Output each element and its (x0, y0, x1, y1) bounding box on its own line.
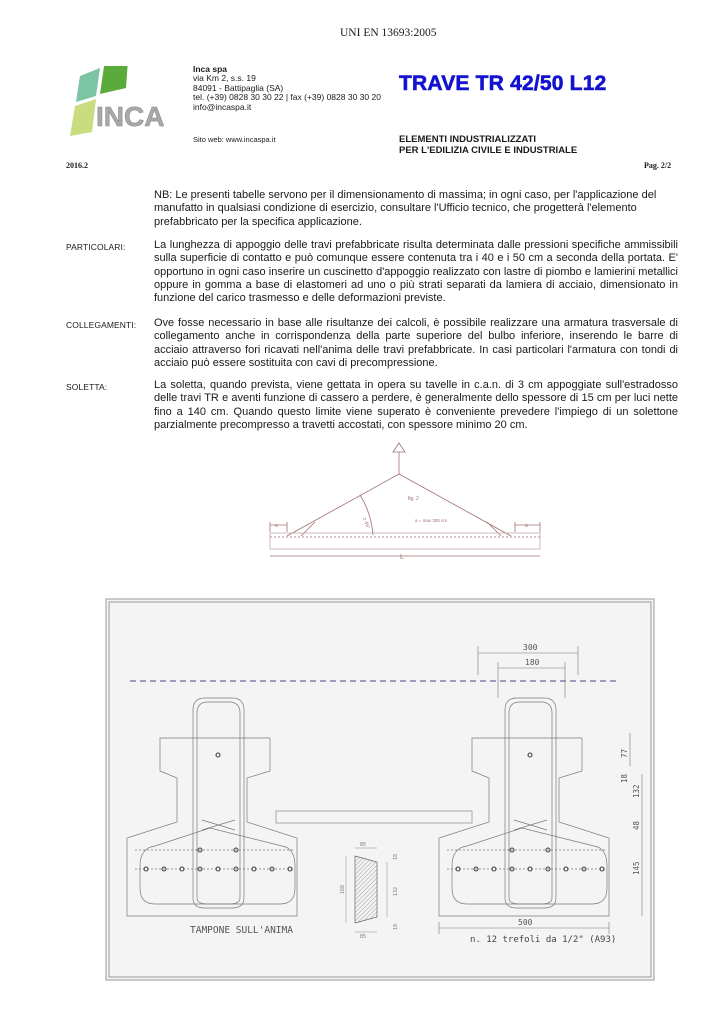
page-number: Pag. 2/2 (644, 161, 672, 170)
end-label-left: a (275, 523, 278, 529)
logo-text: INCA (96, 101, 165, 132)
dim-top-inner: 180 (525, 658, 540, 667)
tampone-dim-right-top: 18 (393, 853, 399, 860)
section-text-particolari: La lunghezza di appoggio delle travi prefabbricate risulta determinata dalle pressioni specifiche ammissibili sulla superficie di contatto e può comunque essere contenuta tra i 40 e i 50 cm a seconda della portata. E' opportuno in ogni caso inserire un cuscinetto d'appoggio realizzato con lastre di piombo e lamierini metallici oppure in gomma a base di elastomeri ad uno o più strati separati da lamiera di acciaio, dimensionato in funzione del carico trasmesso e delle deformazioni previste. (154, 239, 678, 305)
cable-right (399, 474, 511, 536)
tampone-dim-bottom: 85 (360, 934, 367, 940)
company-website[interactable]: Sito web: www.incaspa.it (193, 135, 276, 144)
span-label: L (400, 554, 404, 560)
fig-label: fig. 2 (408, 496, 419, 502)
end-label-right: a (525, 523, 528, 529)
company-email[interactable]: info@incaspa.it (193, 101, 252, 112)
dim-vert-48: 48 (632, 820, 641, 830)
logo-tile-green (100, 66, 128, 94)
edition-number: 2016.2 (66, 161, 88, 170)
section-label-collegamenti: COLLEGAMENTI: (66, 320, 137, 330)
section-label-particolari: PARTICOLARI: (66, 242, 126, 252)
tampone-dim-height: 168 (340, 884, 346, 894)
inca-logo (66, 66, 184, 136)
company-address-2: 84091 - Battipaglia (SA) (193, 82, 284, 93)
beam-elevation (270, 533, 540, 549)
company-address-1: via Km 2, s.s. 19 (193, 73, 256, 84)
section-label-soletta: SOLETTA: (66, 382, 108, 392)
logo-tile-teal (76, 68, 100, 102)
angle-label: ≥ 45° (361, 516, 371, 530)
dim-vert-145: 145 (632, 861, 641, 875)
subtitle-line-1: ELEMENTI INDUSTRIALIZZATI (399, 134, 537, 145)
strands-note: n. 12 trefoli da 1/2" (A93) (470, 935, 617, 945)
dim-vert-132: 132 (632, 784, 641, 798)
dim-vert-77: 77 (620, 748, 629, 758)
dim-vert-18: 18 (620, 773, 629, 783)
cable-left (287, 474, 399, 536)
dim-bottom: 500 (518, 918, 533, 927)
section-text-collegamenti: Ove fosse necessario in base alle risultanze dei calcoli, è possibile realizzare una armatura trasversale di collegamento anche in corrispondenza della parte superiore del bulbo inferiore, inserendo le barre di acciaio attraverso fori ricavati nell'anima delle travi prefabbricate. In casi particolari l'armatura con tondi di acciaio può essere sostituita con cavi di precompressione. (154, 317, 678, 369)
standard-reference: UNI EN 13693:2005 (340, 27, 437, 39)
tampone-dim-right-bottom: 18 (393, 923, 399, 930)
max-distance-note: a = max 300 cm (415, 518, 448, 523)
tampone-dim-right-mid: 132 (393, 886, 399, 896)
dim-top-outer: 300 (523, 643, 538, 652)
logo-tile-lime (70, 99, 96, 136)
company-info (193, 65, 381, 112)
tampone-label: TAMPONE SULL'ANIMA (190, 925, 293, 936)
company-name: Inca spa (193, 64, 228, 74)
nb-note: NB: Le presenti tabelle servono per il dimensionamento di massima; in ogni caso, per l'applicazione del manufatto in qualsiasi condizione di esercizio, consultare l'Ufficio tecnico, che progetterà l'elemento prefabbricato per la specifica applicazione. (154, 189, 657, 228)
lifting-diagram (265, 440, 545, 560)
document-title: TRAVE TR 42/50 L12 (399, 72, 607, 95)
lifting-hook-icon (393, 443, 405, 452)
document-subtitle (399, 134, 577, 156)
cross-section-drawing (105, 598, 655, 981)
subtitle-line-2: PER L'EDILIZIA CIVILE E INDUSTRIALE (399, 145, 578, 156)
company-phone-fax: tel. (+39) 0828 30 30 22 | fax (+39) 0828 30 30 20 (193, 92, 381, 103)
section-text-soletta: La soletta, quando prevista, viene gettata in opera su tavelle in c.a.n. di 3 cm appoggiate sull'estradosso delle travi TR e aventi funzione di cassero a perdere, è generalmente dello spessore di 15 cm per luci nette fino a 140 cm. Quando questo limite viene superato è conveniente prevedere l'impiego di un solettone parzialmente precompresso a travetti accostati, con spessore minimo 20 cm. (154, 379, 678, 431)
tampone-dim-top: 85 (360, 842, 367, 848)
